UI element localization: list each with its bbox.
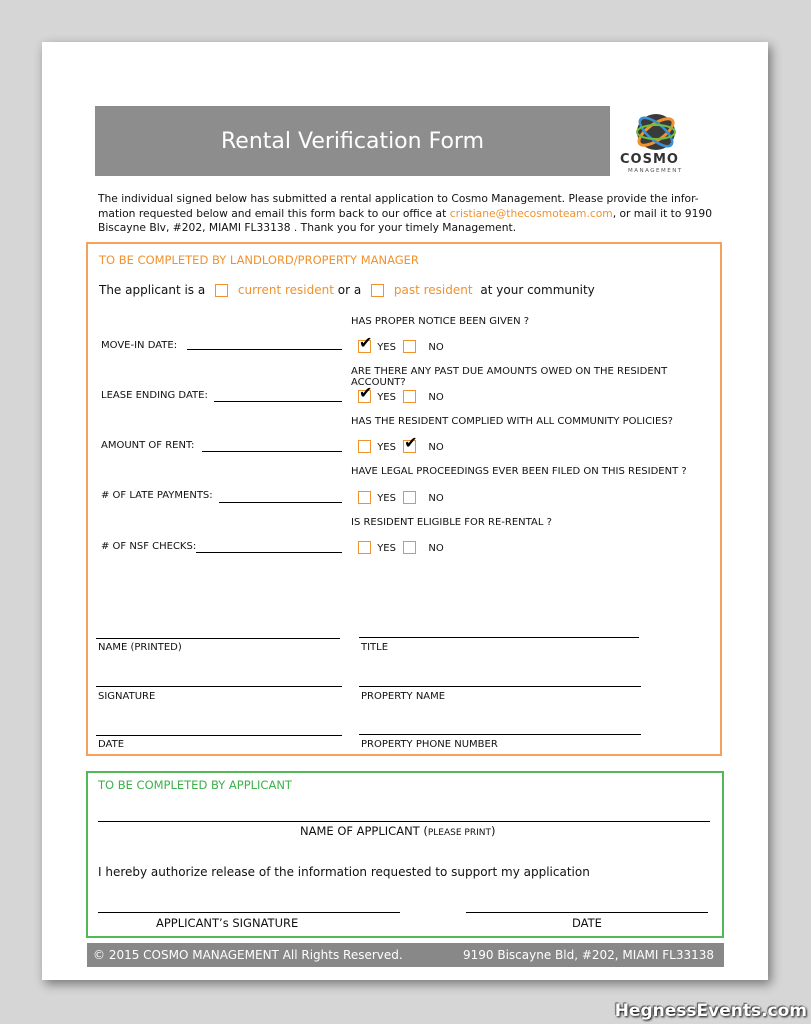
no-label: NO: [428, 391, 444, 403]
nsf-checks-field[interactable]: [196, 552, 342, 553]
applicant-signature-label: APPLICANT’s SIGNATURE: [156, 916, 299, 930]
policies-no-checkbox[interactable]: [403, 433, 418, 453]
question-notice: HAS PROPER NOTICE BEEN GIVEN ?: [351, 316, 530, 327]
yes-label: YES: [377, 542, 396, 554]
applicant-name-label: [300, 824, 495, 838]
watermark-text: HegnessEvents.com: [614, 1001, 807, 1021]
form-title: Rental Verification Form: [95, 106, 610, 176]
copyright-text: © 2015 COSMO MANAGEMENT All Rights Reserved.: [93, 948, 403, 962]
amount-of-rent-label: AMOUNT OF RENT:: [101, 440, 195, 451]
landlord-section-heading: TO BE COMPLETED BY LANDLORD/PROPERTY MANAGER: [99, 253, 419, 267]
question-past-due: ARE THERE ANY PAST DUE AMOUNTS OWED ON THE RESIDENT ACCOUNT?: [351, 366, 668, 388]
intro-paragraph: [98, 192, 718, 236]
checkmark-icon: ✔: [359, 383, 373, 402]
please-print-text: PLEASE PRINT: [427, 828, 491, 838]
yes-label: YES: [377, 492, 396, 504]
authorization-text: I hereby authorize release of the information requested to support my application: [98, 865, 590, 879]
answer-row-notice: [358, 333, 444, 353]
footer-bar: [87, 943, 724, 967]
date-field[interactable]: [96, 735, 342, 736]
lease-ending-date-label: LEASE ENDING DATE:: [101, 390, 208, 401]
question-legal: HAVE LEGAL PROCEEDINGS EVER BEEN FILED ON THIS RESIDENT ?: [351, 466, 687, 477]
cosmo-globe-icon: [634, 110, 678, 152]
applicant-name-field[interactable]: [98, 821, 710, 822]
property-name-field[interactable]: [359, 686, 641, 687]
move-in-date-label: MOVE-IN DATE:: [101, 340, 178, 351]
answer-row-re-rental: [358, 541, 444, 554]
name-printed-field[interactable]: [96, 638, 340, 639]
property-phone-label: PROPERTY PHONE NUMBER: [361, 739, 498, 750]
landlord-section: [86, 242, 722, 756]
footer-address: 9190 Biscayne Bld, #202, MIAMI FL33138: [463, 948, 714, 962]
property-phone-field[interactable]: [359, 734, 641, 735]
at-community-text: at your community: [480, 283, 595, 297]
current-resident-label: current resident: [237, 283, 334, 297]
late-payments-field[interactable]: [219, 502, 342, 503]
contact-email-link[interactable]: cristiane@thecosmoteam.com: [449, 206, 613, 220]
notice-yes-checkbox[interactable]: [358, 333, 373, 353]
intro-text: The individual signed below has submitted a rental application to Cosmo Management. Please provide the infor-mation requested below and email this form back to our office at: [98, 192, 699, 220]
re-rental-no-checkbox[interactable]: [403, 541, 416, 554]
logo-subtext: MANAGEMENT: [628, 168, 683, 174]
past-due-no-checkbox[interactable]: [403, 390, 416, 403]
legal-no-checkbox[interactable]: [403, 491, 416, 504]
answer-row-policies: [358, 433, 444, 453]
past-resident-checkbox[interactable]: [371, 284, 384, 297]
policies-yes-checkbox[interactable]: [358, 440, 371, 453]
no-label: NO: [428, 542, 444, 554]
notice-no-checkbox[interactable]: [403, 340, 416, 353]
cosmo-logo: [622, 110, 692, 182]
late-payments-label: # OF LATE PAYMENTS:: [101, 490, 213, 501]
current-resident-checkbox[interactable]: [215, 284, 228, 297]
applicant-section-heading: TO BE COMPLETED BY APPLICANT: [98, 778, 292, 792]
lease-ending-date-field[interactable]: [214, 401, 342, 402]
applicant-name-label-text: NAME OF APPLICANT (: [300, 824, 428, 838]
intro-text-end: , or mail it to 9190 Biscayne Blv, #202, MIAMI FL33138 . Thank you for your timely Management.: [98, 206, 712, 234]
date-label: DATE: [98, 739, 125, 750]
name-printed-label: NAME (PRINTED): [98, 642, 182, 653]
title-label: TITLE: [361, 642, 389, 653]
past-resident-label: past resident: [393, 283, 473, 297]
applicant-date-field[interactable]: [466, 912, 708, 913]
or-a-text: or a: [337, 283, 362, 297]
move-in-date-field[interactable]: [187, 349, 342, 350]
no-label: NO: [428, 441, 444, 453]
applicant-status-prefix: The applicant is a: [99, 283, 206, 297]
answer-row-past-due: [358, 383, 444, 403]
re-rental-yes-checkbox[interactable]: [358, 541, 371, 554]
question-policies: HAS THE RESIDENT COMPLIED WITH ALL COMMUNITY POLICIES?: [351, 416, 673, 427]
applicant-signature-field[interactable]: [98, 912, 400, 913]
nsf-checks-label: # OF NSF CHECKS:: [101, 541, 197, 552]
title-field[interactable]: [359, 637, 639, 638]
answer-row-legal: [358, 491, 444, 504]
no-label: NO: [428, 341, 444, 353]
checkmark-icon: ✔: [359, 333, 373, 352]
applicant-section: [86, 771, 724, 938]
applicant-status-row: [99, 283, 595, 297]
applicant-name-label-end: ): [490, 824, 496, 838]
yes-label: YES: [377, 341, 396, 353]
signature-label: SIGNATURE: [98, 691, 156, 702]
form-page: [42, 42, 768, 980]
applicant-date-label: DATE: [572, 916, 602, 930]
yes-label: YES: [377, 391, 396, 403]
amount-of-rent-field[interactable]: [202, 451, 342, 452]
yes-label: YES: [377, 441, 396, 453]
signature-field[interactable]: [96, 686, 342, 687]
question-re-rental: IS RESIDENT ELIGIBLE FOR RE-RENTAL ?: [351, 517, 552, 528]
checkmark-icon: ✔: [404, 433, 418, 452]
no-label: NO: [428, 492, 444, 504]
property-name-label: PROPERTY NAME: [361, 691, 446, 702]
logo-text: COSMO: [620, 152, 679, 167]
past-due-yes-checkbox[interactable]: [358, 383, 373, 403]
legal-yes-checkbox[interactable]: [358, 491, 371, 504]
